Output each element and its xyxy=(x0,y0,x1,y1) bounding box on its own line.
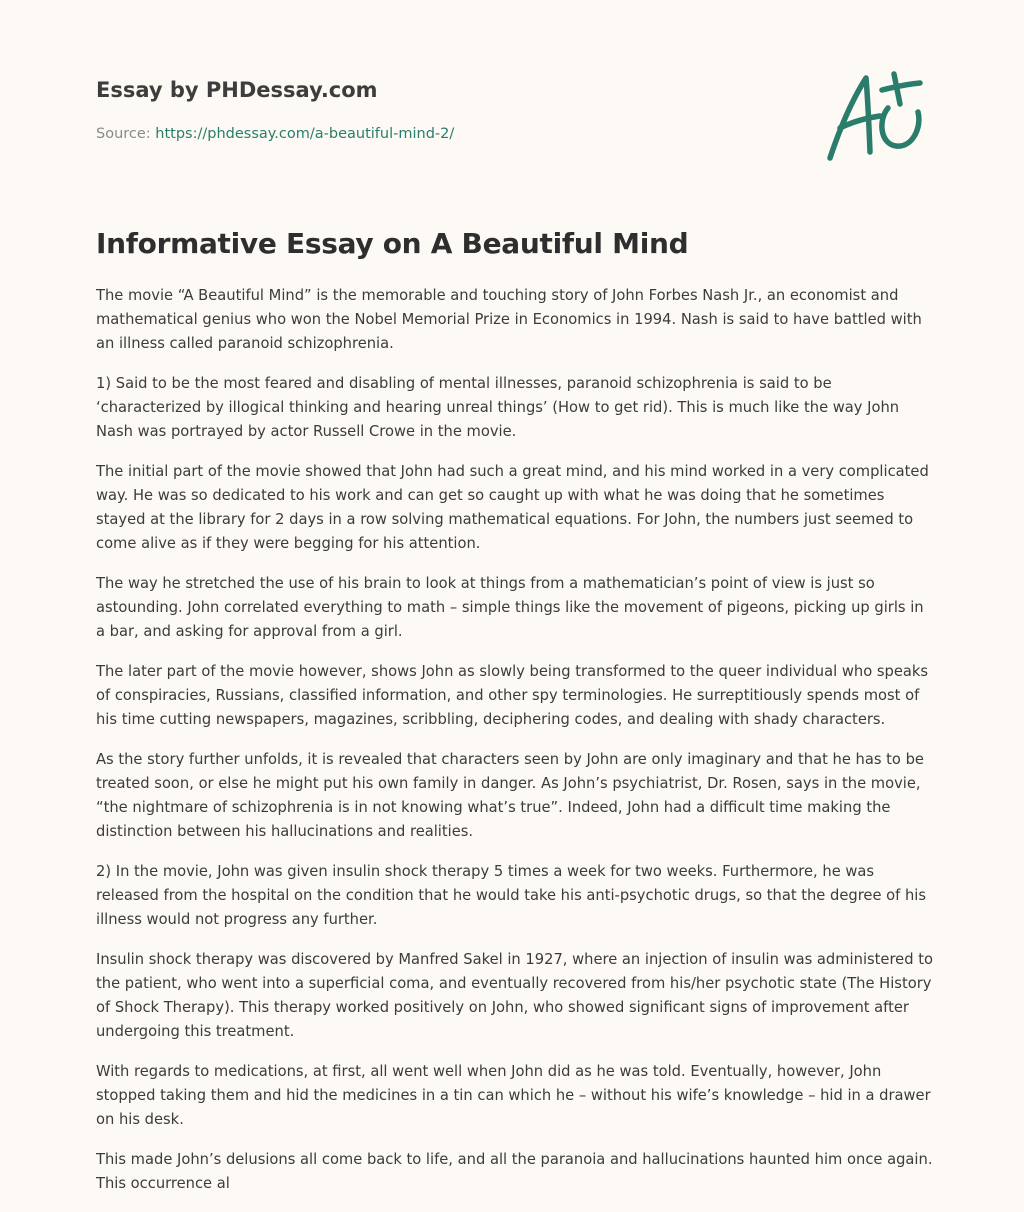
paragraph: The later part of the movie however, shows John as slowly being transformed to the queer individual who speaks of conspiracies, Russians, classified information, and other spy terminologies. He surreptitiously spends most of his time cutting newspapers, magazines, scribbling, deciphering codes, and dealing with shady characters. xyxy=(96,663,929,728)
paragraph: With regards to medications, at first, all went well when John did as he was told. Eventually, however, John stopped taking them and hid the medicines in a tin can which he – without his wife’s knowledge – hid in a drawer on his desk. xyxy=(96,1063,931,1128)
paragraph: The movie “A Beautiful Mind” is the memorable and touching story of John Forbes Nash Jr., an economist and mathematical genius who won the Nobel Memorial Prize in Economics in 1994. Nash is said to have battled with an illness called paranoid schizophrenia. xyxy=(96,287,922,352)
source-link[interactable]: https://phdessay.com/a-beautiful-mind-2/ xyxy=(155,126,455,142)
brand-title: Essay by PHDessay.com xyxy=(96,78,378,102)
paragraph: This made John’s delusions all come back to life, and all the paranoia and hallucinations haunted him once again. This occurrence al xyxy=(96,1151,933,1192)
paragraph: The way he stretched the use of his brain to look at things from a mathematician’s point of view is just so astounding. John correlated everything to math – simple things like the movement of pigeons, picking up girls in a bar, and asking for approval from a girl. xyxy=(96,575,924,640)
a-plus-logo-icon xyxy=(820,66,930,166)
paragraph: As the story further unfolds, it is revealed that characters seen by John are only imaginary and that he has to be treated soon, or else he might put his own family in danger. As John’s psychiatrist, Dr. Rosen, says in the movie, “the nightmare of schizophrenia is in not knowing what’s true”. Indeed, John had a difficult time making the distinction between his hallucinations and realities. xyxy=(96,751,924,840)
paragraph: 2) In the movie, John was given insulin shock therapy 5 times a week for two weeks. Furthermore, he was released from the hospital on the condition that he would take his anti-psychotic drugs, so that the degree of his illness would not progress any further. xyxy=(96,863,927,928)
paragraph: 1) Said to be the most feared and disabling of mental illnesses, paranoid schizophrenia is said to be ‘characterized by illogical thinking and hearing unreal things’ (How to get rid). This is much like the way John Nash was portrayed by actor Russell Crowe in the movie. xyxy=(96,375,900,440)
essay-body xyxy=(96,284,936,1212)
paragraph: The initial part of the movie showed that John had such a great mind, and his mind worked in a very complicated way. He was so dedicated to his work and can get so caught up with what he was doing that he sometimes stayed at the library for 2 days in a row solving mathematical equations. For John, the numbers just seemed to come alive as if they were begging for his attention. xyxy=(96,463,929,552)
paragraph: Insulin shock therapy was discovered by Manfred Sakel in 1927, where an injection of insulin was administered to the patient, who went into a superficial coma, and eventually recovered from his/her psychotic state (The History of Shock Therapy). This therapy worked positively on John, who showed significant signs of improvement after undergoing this treatment. xyxy=(96,951,933,1040)
source-line xyxy=(96,124,796,144)
source-label: Source: xyxy=(96,126,151,142)
header xyxy=(96,74,796,144)
essay-title: Informative Essay on A Beautiful Mind xyxy=(96,227,689,260)
